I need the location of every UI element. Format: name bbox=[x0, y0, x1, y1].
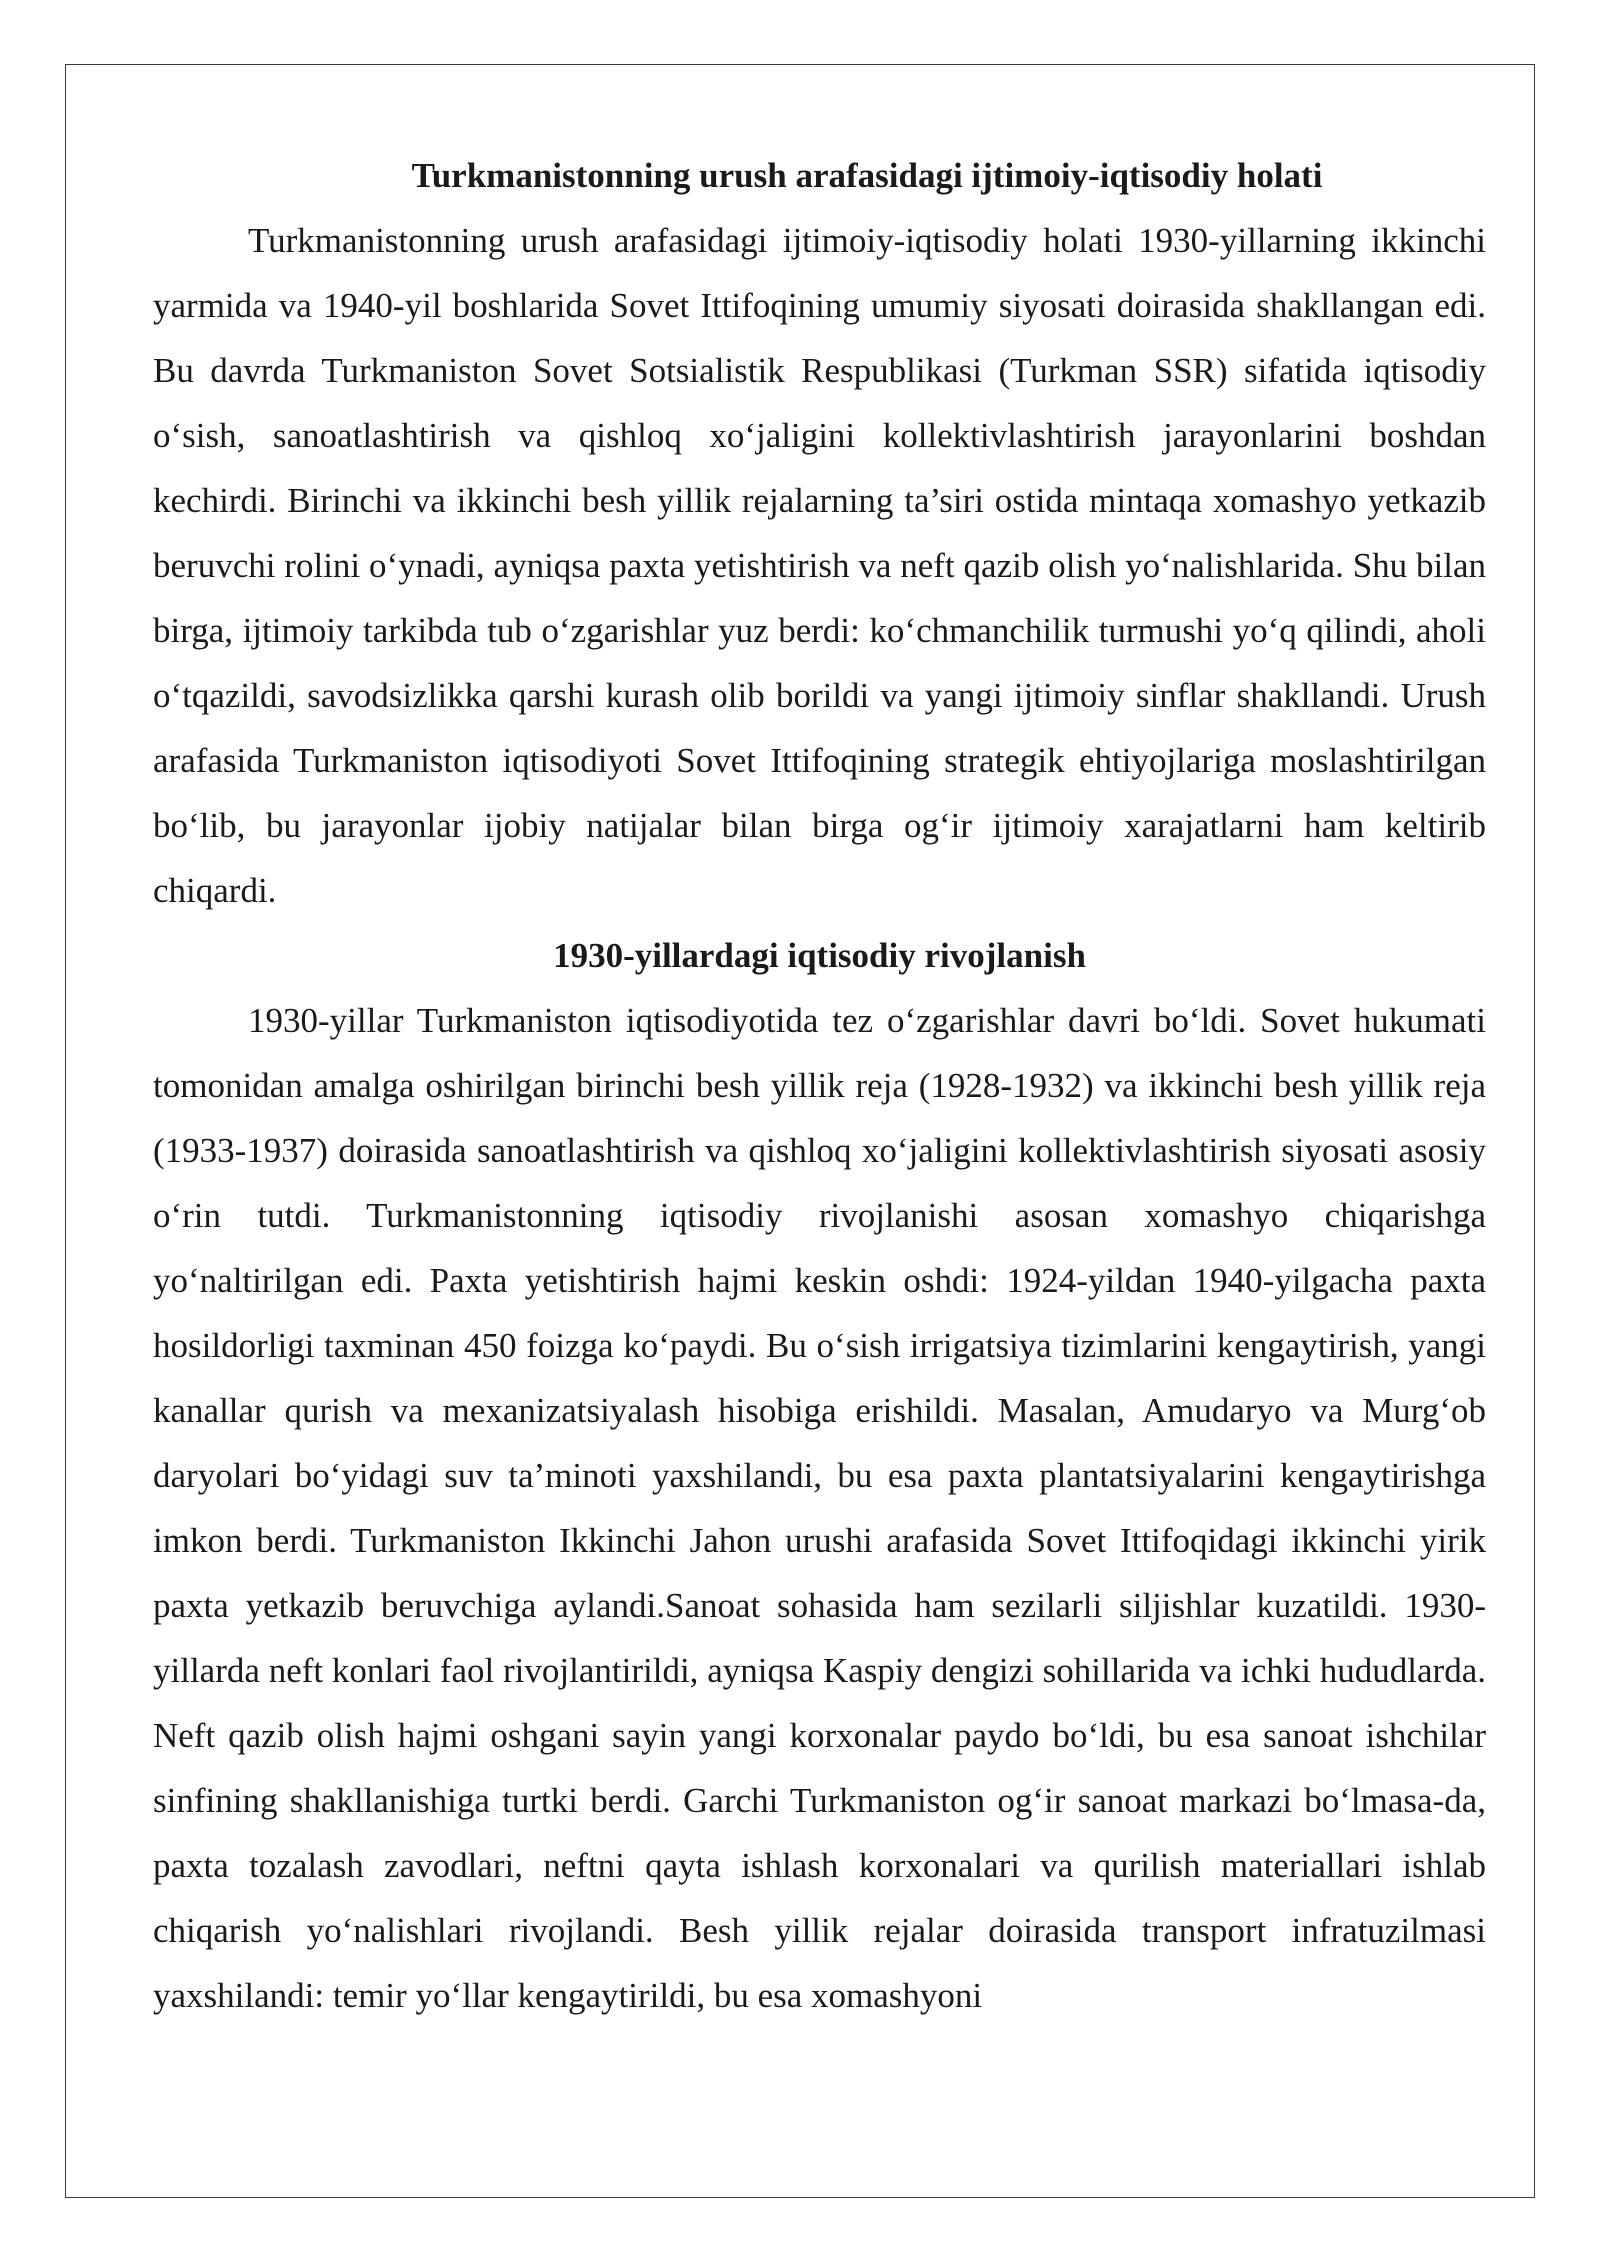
document-title: Turkmanistonning urush arafasidagi ijtimoiy-iqtisodiy holati bbox=[411, 156, 1323, 195]
document-body bbox=[153, 143, 1486, 2028]
section-heading: 1930-yillardagi iqtisodiy rivojlanish bbox=[553, 936, 1086, 975]
intro-paragraph: Turkmanistonning urush arafasidagi ijtimoiy-iqtisodiy holati 1930-yillarning ikkinchi yarmida va 1940-yil boshlarida Sovet Ittifoqining umumiy siyosati doirasida shakllangan edi. Bu davrda Turkmaniston Sovet Sotsialistik Respublikasi (Turkman SSR) sifatida iqtisodiy o‘sish, sanoatlashtirish va qishloq xo‘jaligini kollektivlashtirish jarayonlarini boshdan kechirdi. Birinchi va ikkinchi besh yillik rejalarning ta’siri ostida mintaqa xomashyo yetkazib beruvchi rolini o‘ynadi, ayniqsa paxta yetishtirish va neft qazib olish yo‘nalishlarida. Shu bilan birga, ijtimoiy tarkibda tub o‘zgarishlar yuz berdi: ko‘chmanchilik turmushi yo‘q qilindi, aholi o‘tqazildi, savodsizlikka qarshi kurash olib borildi va yangi ijtimoiy sinflar shakllandi. Urush arafasida Turkmaniston iqtisodiyoti Sovet Ittifoqining strategik ehtiyojlariga moslashtirilgan bo‘lib, bu jarayonlar ijobiy natijalar bilan birga og‘ir ijtimoiy xarajatlarni ham keltirib chiqardi. bbox=[153, 221, 1486, 910]
section-paragraph: 1930-yillar Turkmaniston iqtisodiyotida tez o‘zgarishlar davri bo‘ldi. Sovet hukumati tomonidan amalga oshirilgan birinchi besh yillik reja (1928-1932) va ikkinchi besh yillik reja (1933-1937) doirasida sanoatlashtirish va qishloq xo‘jaligini kollektivlashtirish siyosati asosiy o‘rin tutdi. Turkmanistonning iqtisodiy rivojlanishi asosan xomashyo chiqarishga yo‘naltirilgan edi. Paxta yetishtirish hajmi keskin oshdi: 1924-yildan 1940-yilgacha paxta hosildorligi taxminan 450 foizga ko‘paydi. Bu o‘sish irrigatsiya tizimlarini kengaytirish, yangi kanallar qurish va mexanizatsiyalash hisobiga erishildi. Masalan, Amudaryo va Murg‘ob daryolari bo‘yidagi suv ta’minoti yaxshilandi, bu esa paxta plantatsiyalarini kengaytirishga imkon berdi. Turkmaniston Ikkinchi Jahon urushi arafasida Sovet Ittifoqidagi ikkinchi yirik paxta yetkazib beruvchiga aylandi.Sanoat sohasida ham sezilarli siljishlar kuzatildi. 1930-yillarda neft konlari faol rivojlantirildi, ayniqsa Kaspiy dengizi sohillarida va ichki hududlarda. Neft qazib olish hajmi oshgani sayin yangi korxonalar paydo bo‘ldi, bu esa sanoat ishchilar sinfining shakllanishiga turtki berdi. Garchi Turkmaniston og‘ir sanoat markazi bo‘lmasa-da, paxta tozalash zavodlari, neftni qayta ishlash korxonalari va qurilish materiallari ishlab chiqarish yo‘nalishlari rivojlandi. Besh yillik rejalar doirasida transport infratuzilmasi yaxshilandi: temir yo‘llar kengaytirildi, bu esa xomashyoni bbox=[153, 1001, 1486, 2015]
